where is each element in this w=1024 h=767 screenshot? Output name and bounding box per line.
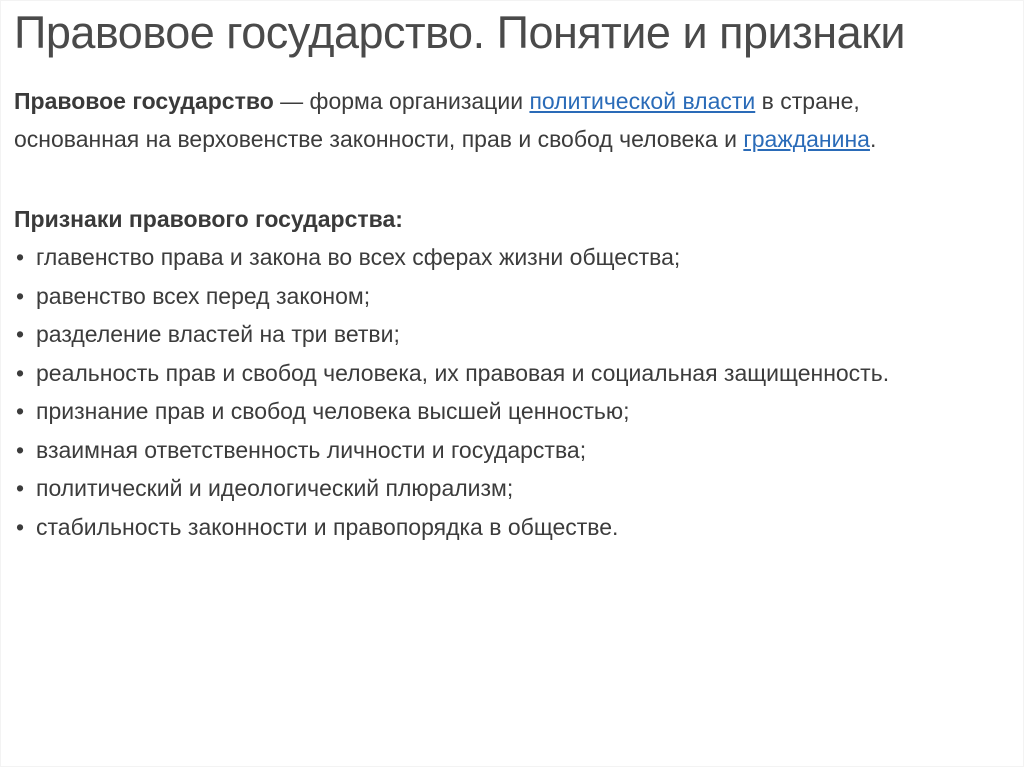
list-item-text: главенство права и закона во всех сферах жизни общества; [36,244,681,270]
list-item-text: политический и идеологический плюрализм; [36,475,514,501]
link-political-power[interactable]: политической власти [529,88,756,114]
bullet-icon: • [16,475,25,501]
list-item [14,238,1014,277]
list-item-text: стабильность законности и правопорядка в обществе. [36,513,619,540]
list-item [14,469,1014,508]
definition-line-2 [14,120,1014,158]
definition-paragraph [14,82,1014,158]
definition-dash-text: — форма организации [273,88,530,114]
list-item [14,354,1014,393]
list-item-text: взаимная ответственность личности и государства; [36,436,587,463]
definition-term: Правовое государство [14,88,274,114]
list-item [14,508,1014,547]
bullet-icon: • [16,359,25,386]
list-item [14,431,1014,470]
list-item-text: признание прав и свобод человека высшей ценностью; [36,398,630,424]
definition-line-1 [14,82,1014,120]
definition-mid-text: в стране, [755,88,860,114]
bullet-icon: • [16,513,25,540]
list-item [14,277,1014,316]
bullet-icon: • [16,321,25,347]
bullet-icon: • [16,244,25,270]
definition-line2-text: основанная на верховенстве законности, прав и свобод человека и [14,126,744,152]
bullet-icon: • [16,282,25,309]
bullet-icon: • [16,398,25,424]
link-citizen[interactable]: гражданина [743,126,870,152]
features-section [14,200,1014,546]
bullet-icon: • [16,436,25,463]
list-item-text: равенство всех перед законом; [36,282,371,309]
list-item [14,392,1014,431]
list-item-text: разделение властей на три ветви; [36,321,400,347]
slide-title: Правовое государство. Понятие и признаки [14,7,905,58]
list-item [14,315,1014,354]
definition-end-text: . [869,126,877,152]
list-item-text: реальность прав и свобод человека, их правовая и социальная защищенность. [36,359,890,386]
features-list [14,238,1014,546]
features-heading: Признаки правового государства: [14,206,403,232]
